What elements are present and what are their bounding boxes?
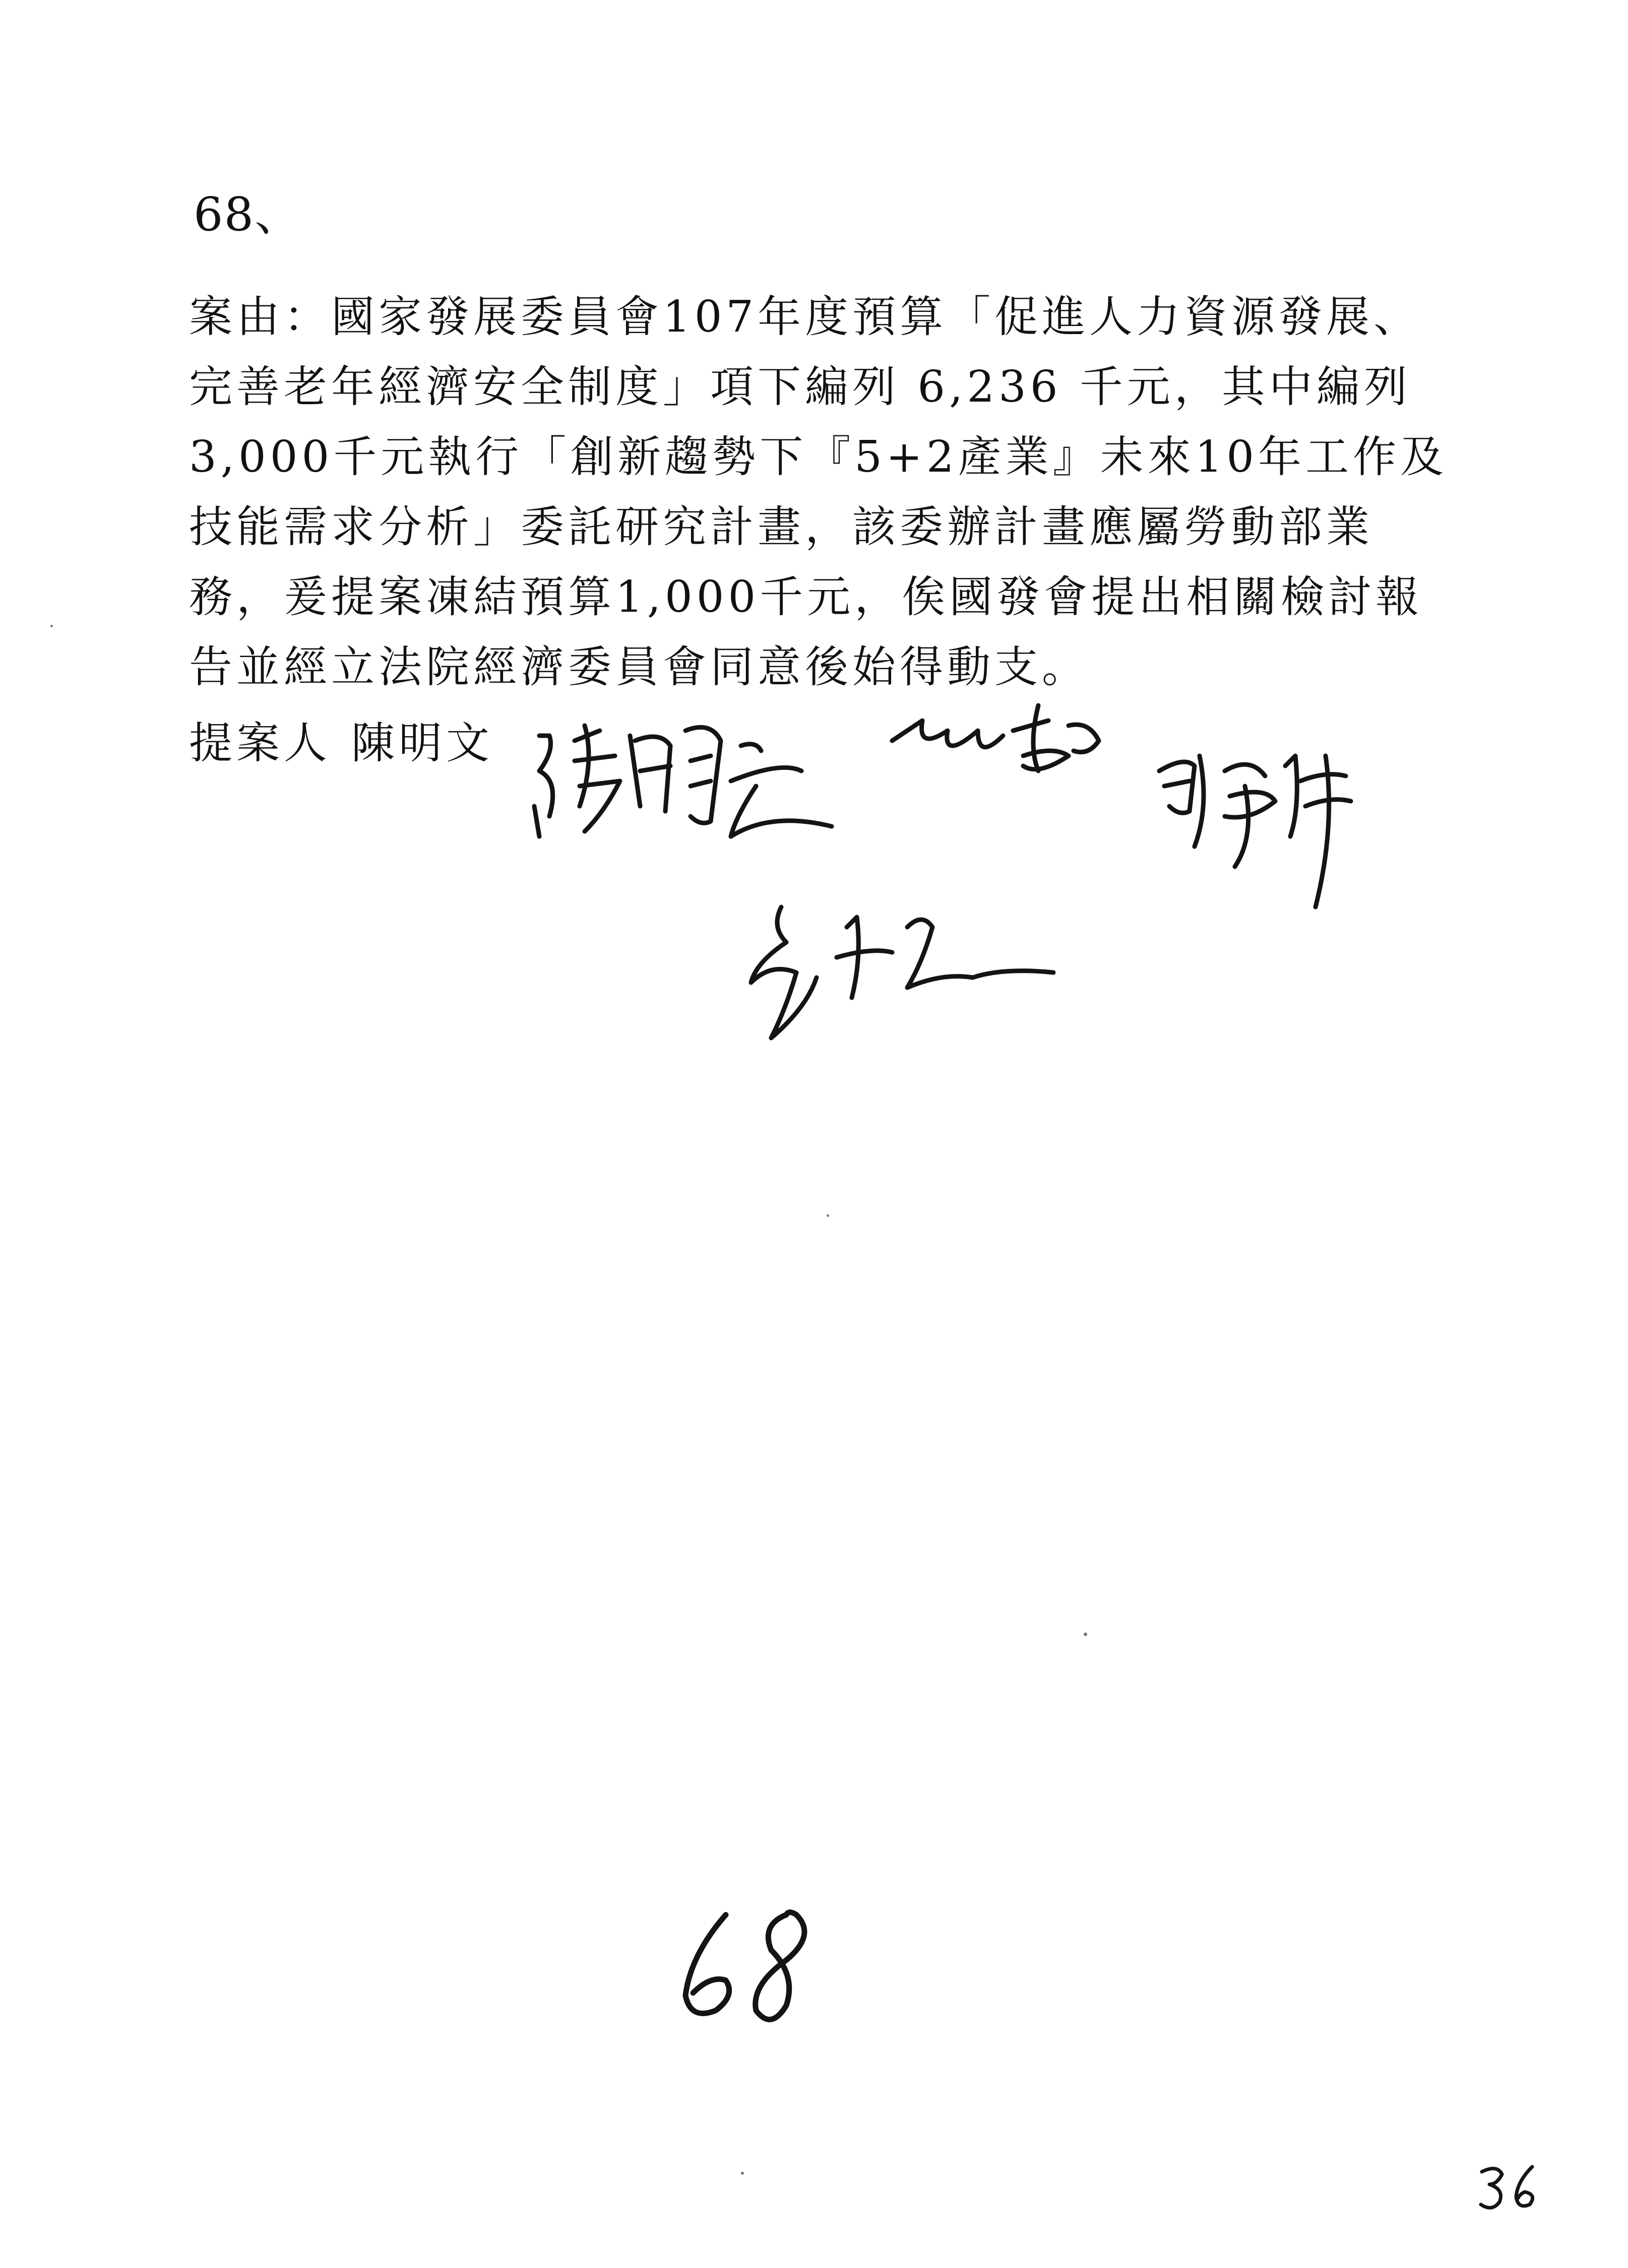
case-line: 告並經立法院經濟委員會同意後始得動支。 xyxy=(189,642,1089,692)
scan-speck xyxy=(741,2172,744,2175)
signature-3 xyxy=(1149,726,1386,912)
signature-4 xyxy=(741,897,1063,1048)
case-line: 完善老年經濟安全制度」項下編列 6,236 千元，其中編列 xyxy=(189,362,1411,412)
case-line: 3,000千元執行「創新趨勢下『5+2產業』未來10年工作及 xyxy=(189,432,1448,482)
signature-chen-ming-wen xyxy=(519,705,842,867)
proposer-name: 陳明文 xyxy=(351,718,493,768)
case-line: 務，爰提案凍結預算1,000千元，俟國發會提出相關檢討報 xyxy=(189,572,1423,622)
proposer-label: 提案人 xyxy=(189,718,331,768)
item-number: 68、 xyxy=(194,187,302,241)
case-line: 技能需求分析」委託研究計畫，該委辦計畫應屬勞動部業 xyxy=(189,502,1373,552)
handwritten-page-mark-68 xyxy=(670,1905,832,2036)
case-description xyxy=(189,282,1448,702)
scan-speck xyxy=(1084,1633,1087,1636)
proposer-line xyxy=(189,718,493,768)
handwritten-page-number-36 xyxy=(1477,2162,1552,2217)
case-line: 案由：國家發展委員會107年度預算「促進人力資源發展、 xyxy=(189,292,1421,342)
scan-speck xyxy=(50,625,53,627)
signature-2 xyxy=(887,700,1119,791)
scan-speck xyxy=(827,1214,829,1217)
